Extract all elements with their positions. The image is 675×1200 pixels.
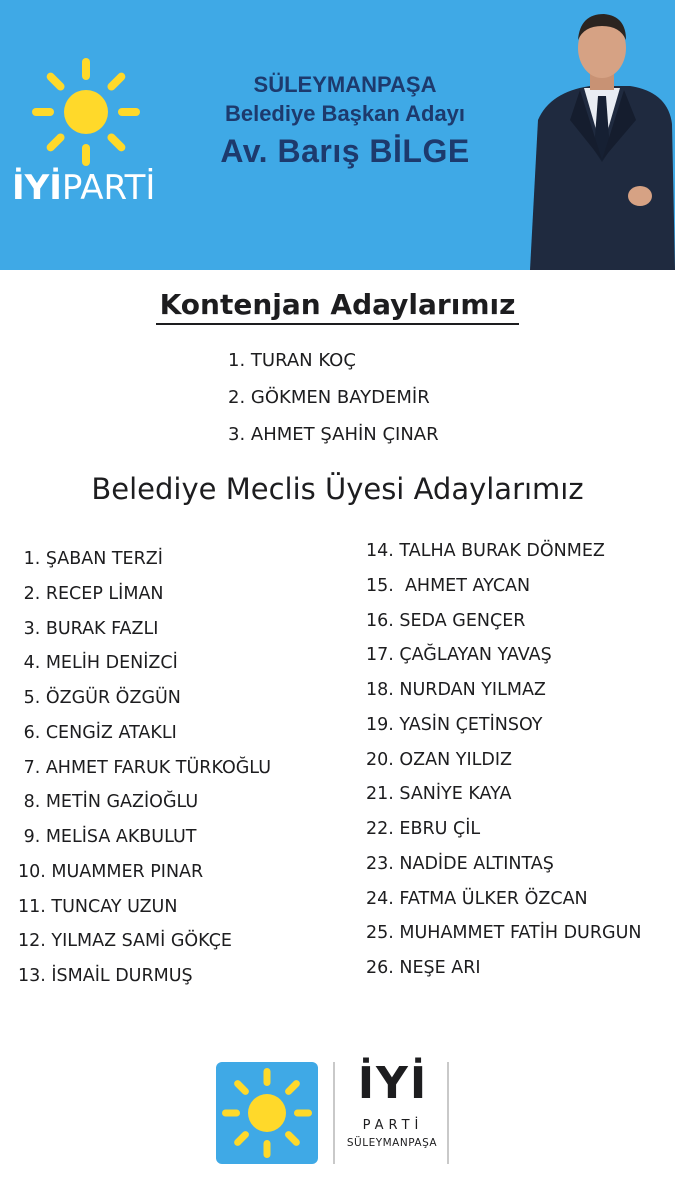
sun-logo-icon: [216, 1062, 318, 1164]
list-item: 26. NEŞE ARI: [366, 958, 481, 978]
candidate-block: [180, 70, 510, 174]
list-item: 11. TUNCAY UZUN: [18, 896, 178, 917]
list-item: 8. METİN GAZİOĞLU: [18, 792, 199, 813]
list-item: 1. ŞABAN TERZİ: [18, 549, 163, 569]
candidate-name: Av. Barış BİLGE: [220, 133, 470, 169]
list-item: 9. MELİSA AKBULUT: [18, 827, 197, 847]
footer-logo-word: İYİ: [357, 1058, 429, 1109]
list-item: 15. AHMET AYCAN: [366, 575, 531, 596]
list-item: 14. TALHA BURAK DÖNMEZ: [366, 541, 605, 561]
list-item: 3. BURAK FAZLI: [18, 618, 159, 639]
sun-logo-icon: [30, 56, 142, 168]
logo-text-bold: İYİ: [12, 168, 62, 208]
list-item: 18. NURDAN YILMAZ: [366, 680, 546, 700]
meclis-list-left: [18, 542, 271, 994]
kontenjan-heading-text: Kontenjan Adaylarımız: [156, 288, 520, 325]
list-item: 16. SEDA GENÇER: [366, 610, 526, 631]
list-item: 4. MELİH DENİZCİ: [18, 653, 178, 674]
list-item: 24. FATMA ÜLKER ÖZCAN: [366, 888, 588, 909]
meclis-list-right: [366, 534, 642, 986]
list-item: 2. GÖKMEN BAYDEMİR: [228, 387, 430, 408]
candidate-role: Belediye Başkan Adayı: [224, 101, 466, 126]
list-item: 10. MUAMMER PINAR: [18, 861, 204, 882]
list-item: 21. SANİYE KAYA: [366, 784, 512, 805]
list-item: 5. ÖZGÜR ÖZGÜN: [18, 688, 181, 708]
kontenjan-heading: [0, 288, 675, 325]
list-item: 2. RECEP LİMAN: [18, 583, 164, 604]
list-item: 7. AHMET FARUK TÜRKOĞLU: [18, 757, 271, 778]
list-item: 3. AHMET ŞAHİN ÇINAR: [228, 424, 439, 445]
footer-sun-logo: [216, 1062, 318, 1164]
header-banner: [0, 0, 675, 270]
candidate-photo: [520, 0, 675, 270]
list-item: 17. ÇAĞLAYAN YAVAŞ: [366, 645, 552, 666]
meclis-heading: Belediye Meclis Üyesi Adaylarımız: [91, 472, 584, 506]
logo-text-rest: PARTİ: [61, 168, 156, 208]
footer-logo-sub: PARTİ: [362, 1118, 424, 1133]
kontenjan-list: [228, 342, 439, 453]
list-item: 23. NADİDE ALTINTAŞ: [366, 853, 554, 874]
list-item: 12. YILMAZ SAMİ GÖKÇE: [18, 931, 232, 952]
list-item: 6. CENGİZ ATAKLI: [18, 722, 177, 743]
list-item: 25. MUHAMMET FATİH DURGUN: [366, 923, 642, 944]
list-item: 22. EBRU ÇİL: [366, 819, 481, 839]
district-name: SÜLEYMANPAŞA: [253, 72, 437, 97]
list-item: 20. OZAN YILDIZ: [366, 749, 513, 770]
list-item: 1. TURAN KOÇ: [228, 350, 356, 371]
list-item: 19. YASİN ÇETİNSOY: [366, 714, 543, 735]
footer-divider: [333, 1062, 335, 1164]
list-item: 13. İSMAİL DURMUŞ: [18, 966, 193, 986]
party-logo-text: [12, 168, 155, 208]
footer-logo-city: SÜLEYMANPAŞA: [346, 1137, 438, 1149]
